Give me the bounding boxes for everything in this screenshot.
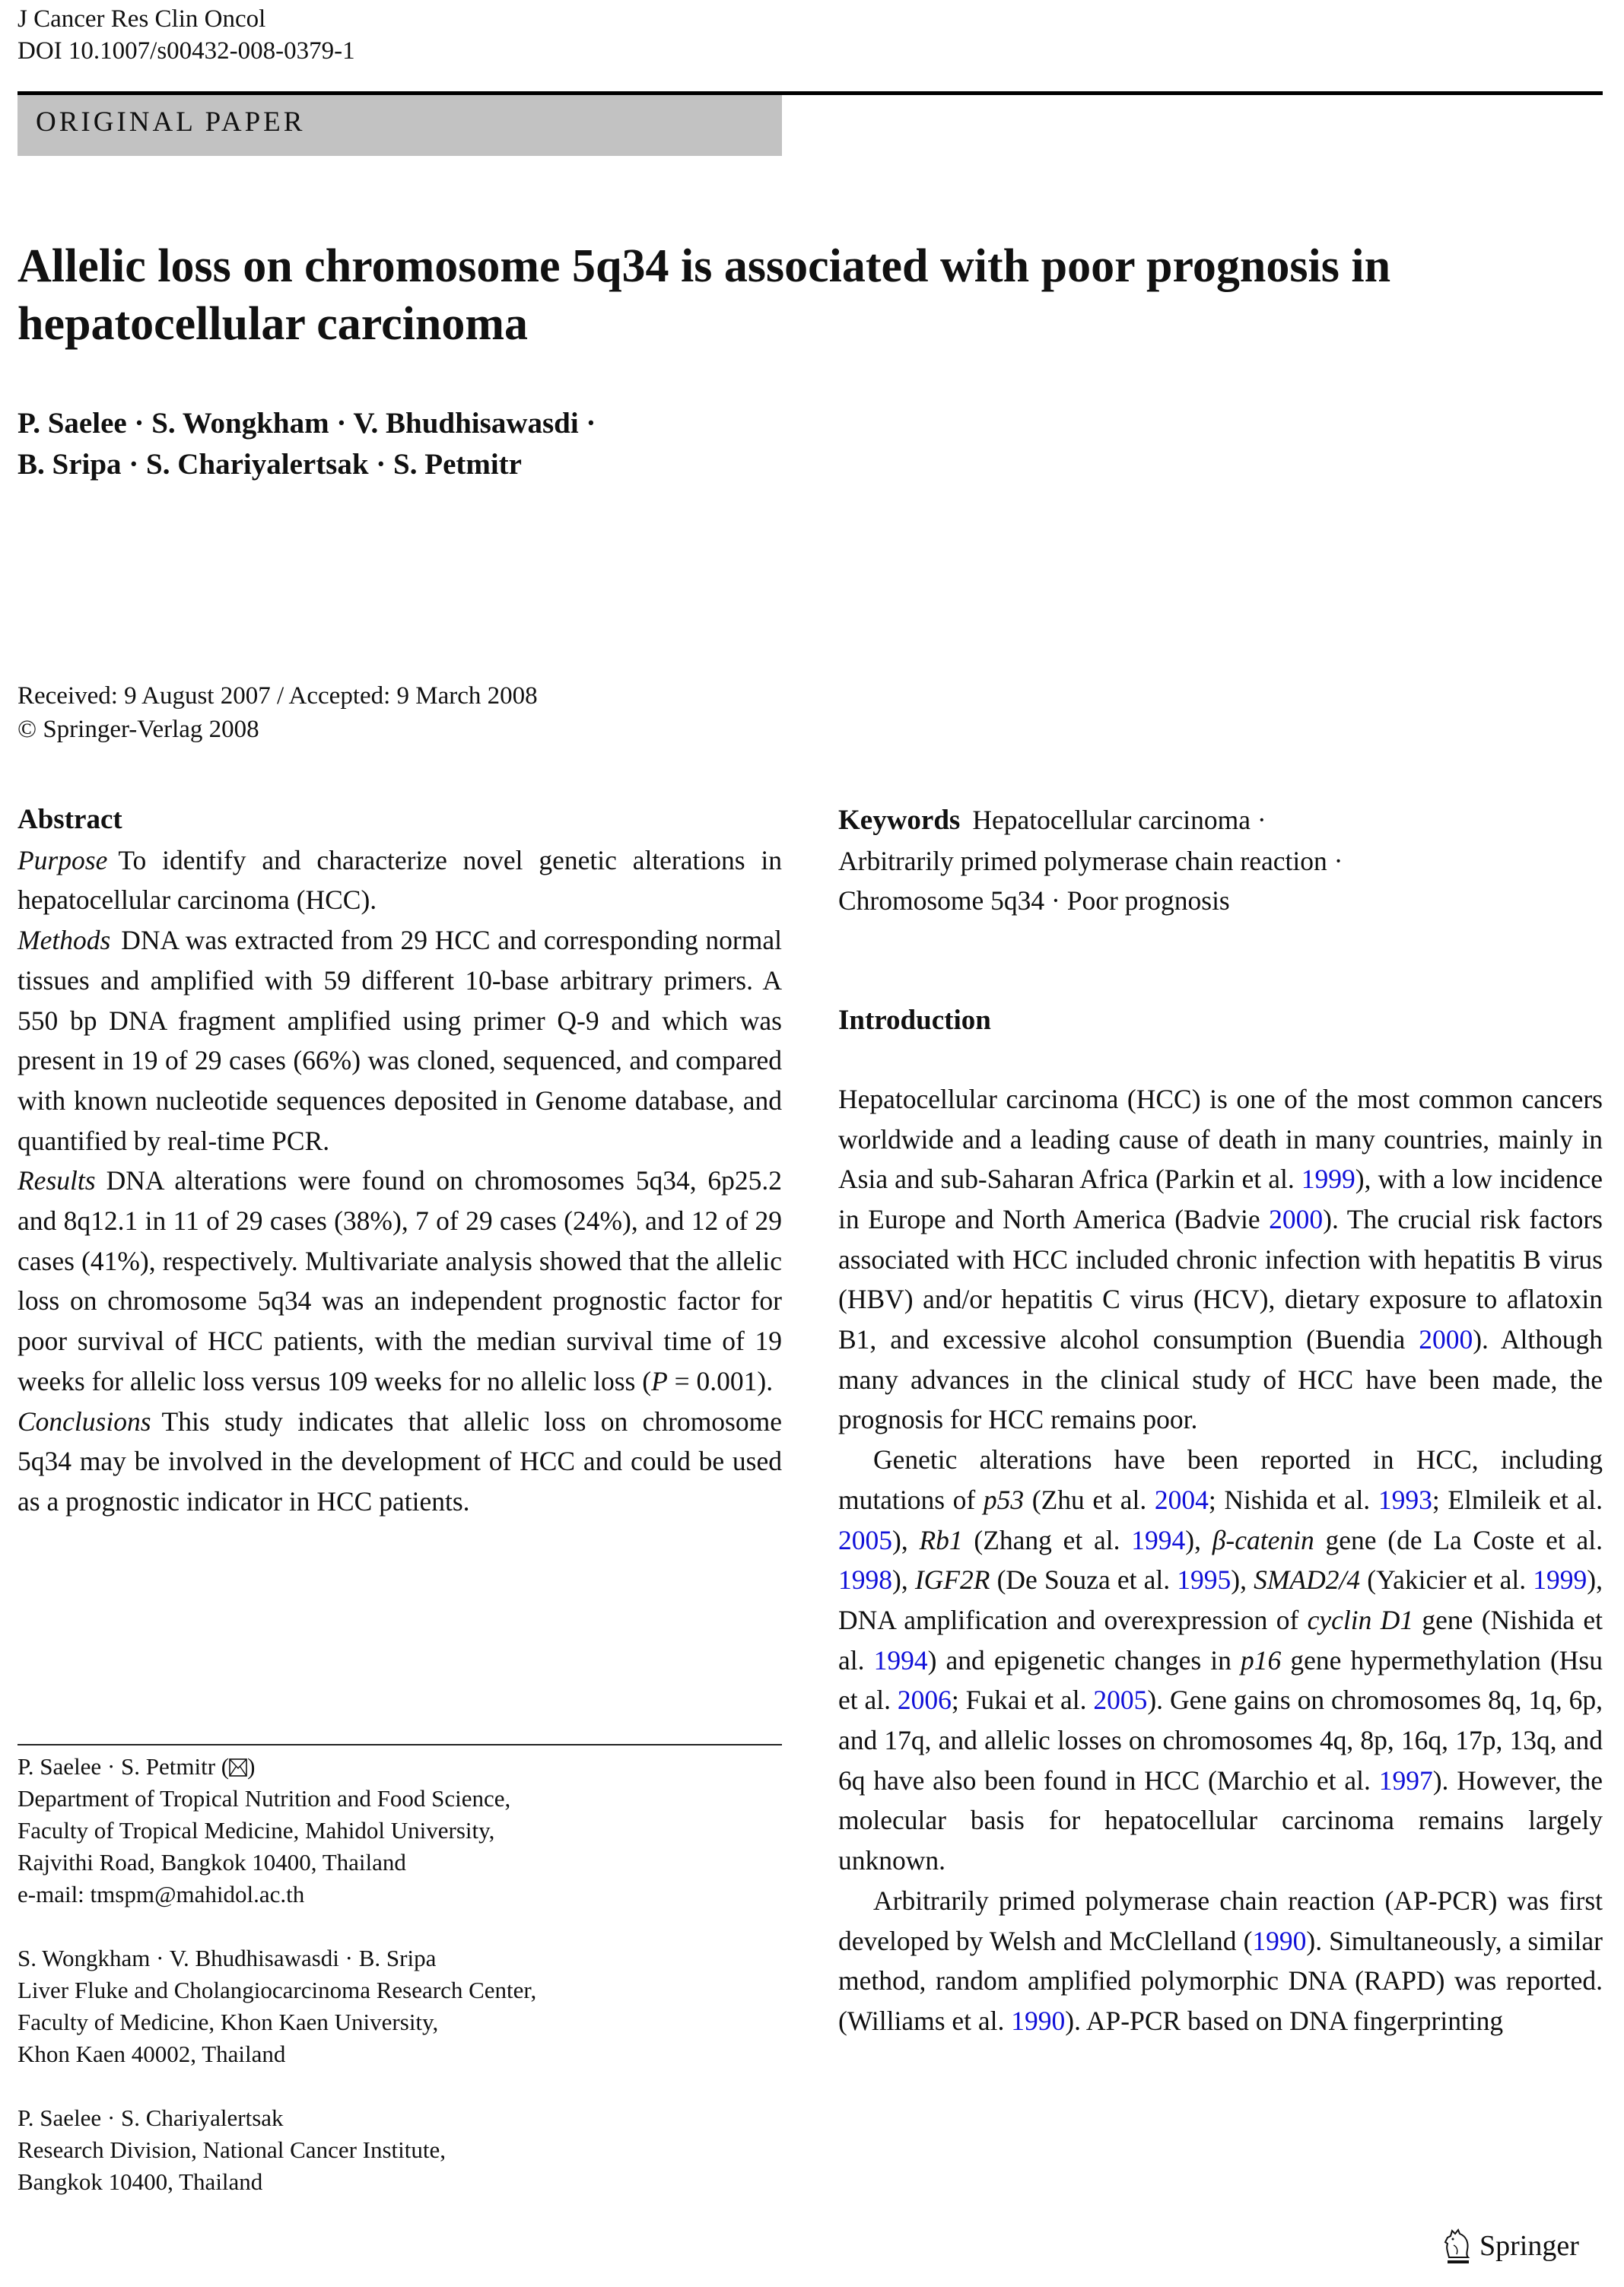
citation-link[interactable]: 1993 [1378, 1484, 1432, 1515]
citation-link[interactable]: 1990 [1252, 1925, 1307, 1956]
purpose-text: To identify and characterize novel genetic alterations in hepatocellular carcinoma (HCC). [17, 844, 782, 916]
citation-link[interactable]: 1998 [838, 1564, 892, 1596]
citation-link[interactable]: 1990 [1011, 2005, 1066, 2036]
affiliations [17, 1751, 782, 2230]
received-accepted: Received: 9 August 2007 / Accepted: 9 March 2008 [17, 682, 538, 710]
citation-link[interactable]: 2000 [1419, 1324, 1473, 1355]
body-column [838, 800, 1603, 2041]
citation-link[interactable]: 2005 [1093, 1685, 1148, 1716]
affiliation-names: P. Saelee · S. Chariyalertsak [17, 2104, 284, 2131]
article-type-label: ORIGINAL PAPER [36, 106, 306, 138]
body-text: ), [892, 1564, 915, 1596]
article-type-banner [17, 95, 782, 156]
footnote-rule [17, 1744, 782, 1745]
citation-link[interactable]: 1997 [1378, 1764, 1433, 1796]
citation-link[interactable]: 1999 [1301, 1164, 1355, 1195]
gene-name: Rb1 [919, 1524, 963, 1555]
springer-knight-icon [1443, 2227, 1473, 2265]
abstract-heading: Abstract [17, 804, 122, 835]
gene-name: p53 [983, 1484, 1025, 1515]
body-text: ) and epigenetic changes in [927, 1644, 1241, 1676]
keywords [838, 800, 1603, 921]
body-text: (Zhu et al. [1024, 1484, 1155, 1515]
copyright: © Springer-Verlag 2008 [17, 716, 259, 743]
gene-name: p16 [1240, 1644, 1282, 1676]
gene-name: SMAD2/4 [1254, 1564, 1361, 1596]
affiliation-line: Faculty of Medicine, Khon Kaen University, [17, 2009, 439, 2035]
body-text: ), DNA amplification and overexpression of [838, 1564, 1603, 1635]
body-text: Hepatocellular carcinoma (HCC) is one of the most common cancers worldwide and a leading cause of death in many countries, mainly in Asia and sub-Saharan Africa (Parkin et al. [838, 1083, 1603, 1195]
results-label: Results [17, 1165, 96, 1196]
author-line-2: B. Sripa · S. Chariyalertsak · S. Petmitr [17, 448, 522, 481]
keyword-line: Chromosome 5q34 · Poor prognosis [838, 885, 1230, 916]
body-text: (Yakicier et al. [1360, 1564, 1533, 1596]
affiliation-names: P. Saelee · S. Petmitr ( ) [17, 1753, 256, 1780]
author-line-1: P. Saelee · S. Wongkham · V. Bhudhisawasdi · [17, 407, 596, 440]
author-list [17, 403, 1082, 485]
affiliation-line: Liver Fluke and Cholangiocarcinoma Research Center, [17, 1977, 537, 2003]
affiliation-line: Department of Tropical Nutrition and Food Science, [17, 1785, 511, 1812]
affiliation-line: Rajvithi Road, Bangkok 10400, Thailand [17, 1849, 406, 1876]
abstract-purpose [17, 840, 782, 920]
body-text: ), [892, 1524, 920, 1555]
body-text: ), [1185, 1524, 1212, 1555]
paper-title [17, 237, 1539, 353]
journal-name: J Cancer Res Clin Oncol [17, 5, 266, 33]
affiliation-2 [17, 1942, 782, 2070]
body-text: ), with a low incidence in Europe and North America (Badvie [838, 1164, 1603, 1234]
methods-label: Methods [17, 925, 111, 956]
citation-link[interactable]: 2006 [897, 1685, 952, 1716]
affiliation-line: Khon Kaen 40002, Thailand [17, 2041, 286, 2067]
body-text: ; Fukai et al. [951, 1685, 1094, 1716]
body-text: gene (Nishida et al. [838, 1604, 1603, 1676]
publisher-name: Springer [1479, 2230, 1579, 2262]
publisher-logo [1443, 2227, 1579, 2265]
body-text: ). Simultaneously, a similar method, random amplified polymorphic DNA (RAPD) was reported. (Williams et al. [838, 1925, 1603, 2036]
body-text: gene (de La Coste et al. [1314, 1524, 1603, 1555]
keywords-label: Keywords [838, 805, 961, 836]
citation-link[interactable]: 1999 [1533, 1564, 1587, 1596]
body-text: ). However, the molecular basis for hepatocellular carcinoma remains largely unknown. [838, 1764, 1603, 1876]
body-text: gene hypermethylation (Hsu et al. [838, 1644, 1603, 1716]
body-text: ). AP-PCR based on DNA fingerprinting [1065, 2005, 1504, 2036]
affiliation-3 [17, 2102, 782, 2198]
body-text: (De Souza et al. [990, 1564, 1177, 1596]
body-text: ). Gene gains on chromosomes 8q, 1q, 6p, and 17q, and allelic losses on chromosomes 4q, 8p, 16q, 17p, 13q, and 6q have also been found in HCC (Marchio et al. [838, 1685, 1603, 1796]
body-text: ; Nishida et al. [1208, 1484, 1378, 1515]
citation-link[interactable]: 1994 [1131, 1524, 1186, 1555]
citation-link[interactable]: 2004 [1154, 1484, 1209, 1515]
abstract-column [17, 800, 782, 1522]
affiliation-line: Bangkok 10400, Thailand [17, 2168, 263, 2195]
doi: DOI 10.1007/s00432-008-0379-1 [17, 37, 355, 65]
conclusions-label: Conclusions [17, 1406, 151, 1437]
abstract-results [17, 1161, 782, 1401]
affiliation-line: Research Division, National Cancer Institute, [17, 2136, 447, 2163]
mail-icon[interactable] [229, 1758, 247, 1777]
body-text: ). Although many advances in the clinical study of HCC have been made, the prognosis for HCC remains poor. [838, 1324, 1603, 1435]
citation-link[interactable]: 1995 [1177, 1564, 1232, 1596]
affiliation-line: Faculty of Tropical Medicine, Mahidol University, [17, 1817, 495, 1844]
methods-text: DNA was extracted from 29 HCC and corresponding normal tissues and amplified with 59 different 10-base arbitrary primers. A 550 bp DNA fragment amplified using primer Q-9 and which was present in 19 of 29 cases (66%) was cloned, sequenced, and compared with known nucleotide sequences deposited in Genome database, and quantified by real-time PCR. [17, 925, 782, 1156]
keyword-line: Hepatocellular carcinoma · [972, 805, 1266, 835]
purpose-label: Purpose [17, 844, 108, 875]
results-text: DNA alterations were found on chromosomes 5q34, 6p25.2 and 8q12.1 in 11 of 29 cases (38%), 7 of 29 cases (24%), and 12 of 29 cases (41%), respectively. Multivariate analysis showed that the allelic loss on chromosome 5q34 was an independent prognostic factor for poor survival of HCC patients, with the median survival time of 19 weeks for allelic loss versus 109 weeks for no allelic loss ( [17, 1165, 782, 1396]
contact-email[interactable]: e-mail: tmspm@mahidol.ac.th [17, 1881, 305, 1907]
body-text: ; Elmileik et al. [1432, 1484, 1603, 1515]
gene-name: IGF2R [914, 1564, 990, 1596]
gene-name: cyclin D1 [1307, 1604, 1414, 1635]
intro-paragraph-2 [838, 1440, 1603, 1881]
body-text: (Zhang et al. [962, 1524, 1132, 1555]
conclusions-text: This study indicates that allelic loss on chromosome 5q34 may be involved in the development of HCC and could be used as a prognostic indicator in HCC patients. [17, 1406, 782, 1517]
gene-name: β-catenin [1212, 1524, 1314, 1555]
introduction-heading: Introduction [838, 1005, 991, 1037]
affiliation-names: S. Wongkham · V. Bhudhisawasdi · B. Sripa [17, 1945, 437, 1971]
affiliation-1 [17, 1751, 782, 1911]
keyword-line: Arbitrarily primed polymerase chain reaction · [838, 845, 1343, 876]
paper-title-text: Allelic loss on chromosome 5q34 is associated with poor prognosis in hepatocellular carcinoma [17, 240, 1391, 350]
body-text: Genetic alterations have been reported in HCC, including mutations of [838, 1444, 1603, 1515]
citation-link[interactable]: 2005 [838, 1524, 892, 1555]
abstract-methods [17, 920, 782, 1161]
results-text-end: = 0.001). [667, 1365, 774, 1396]
publication-dates [17, 679, 538, 746]
citation-link[interactable]: 1994 [873, 1644, 928, 1676]
body-text: ), [1231, 1564, 1254, 1596]
intro-paragraph-3 [838, 1881, 1603, 2041]
intro-paragraph-1 [838, 1079, 1603, 1440]
abstract-conclusions [17, 1402, 782, 1522]
body-text: Arbitrarily primed polymerase chain reaction (AP-PCR) was first developed by Welsh and McClelland ( [838, 1885, 1603, 1956]
body-text: ). The crucial risk factors associated with HCC included chronic infection with hepatitis B virus (HBV) and/or hepatitis C virus (HCV), dietary exposure to aflatoxin B1, and excessive alcohol consumption (Buendia [838, 1203, 1603, 1355]
citation-link[interactable]: 2000 [1269, 1203, 1324, 1234]
p-value-symbol: P [651, 1365, 668, 1396]
